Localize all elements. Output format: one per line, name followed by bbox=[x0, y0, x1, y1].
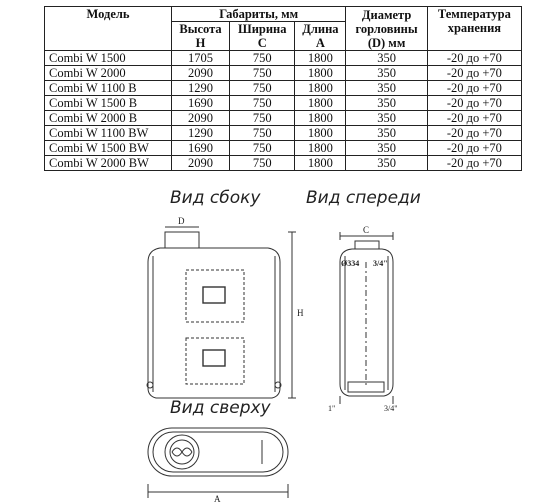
front-view-drawing bbox=[340, 232, 393, 404]
front-view-title: Вид спереди bbox=[306, 188, 421, 208]
cell-temperature: -20 до +70 bbox=[427, 126, 521, 141]
side-lower-window bbox=[203, 350, 225, 366]
cell-neck: 350 bbox=[346, 51, 427, 66]
top-a-label: A bbox=[214, 494, 221, 504]
cell-length: 1800 bbox=[295, 51, 346, 66]
header-neck-line-2: горловины bbox=[355, 21, 418, 36]
cell-neck: 350 bbox=[346, 96, 427, 111]
front-right-code-label: 3/4" bbox=[373, 259, 388, 268]
cell-width: 750 bbox=[230, 111, 295, 126]
side-d-label: D bbox=[178, 216, 185, 226]
side-h-label: H bbox=[297, 308, 304, 318]
header-height-label: Высота bbox=[179, 22, 222, 36]
front-neck-outline bbox=[355, 241, 379, 249]
front-c-label: C bbox=[363, 225, 370, 235]
cell-model: Combi W 1100 B bbox=[45, 81, 172, 96]
top-body-outline bbox=[148, 428, 288, 476]
cell-length: 1800 bbox=[295, 66, 346, 81]
cell-width: 750 bbox=[230, 141, 295, 156]
cell-temperature: -20 до +70 bbox=[427, 96, 521, 111]
cell-height: 1290 bbox=[172, 126, 230, 141]
header-width-label: Ширина bbox=[237, 22, 287, 36]
side-lower-panel bbox=[186, 338, 244, 384]
cell-neck: 350 bbox=[346, 111, 427, 126]
front-fitting-right-label: 3/4" bbox=[384, 404, 398, 413]
cell-neck: 350 bbox=[346, 126, 427, 141]
cell-length: 1800 bbox=[295, 126, 346, 141]
cell-neck: 350 bbox=[346, 66, 427, 81]
side-view-title: Вид сбоку bbox=[170, 188, 261, 208]
cell-temperature: -20 до +70 bbox=[427, 111, 521, 126]
cell-temperature: -20 до +70 bbox=[427, 51, 521, 66]
cell-neck: 350 bbox=[346, 141, 427, 156]
cell-neck: 350 bbox=[346, 156, 427, 171]
header-dimensions: Габариты, мм bbox=[172, 7, 346, 22]
header-length-symbol: A bbox=[315, 36, 325, 50]
cell-temperature: -20 до +70 bbox=[427, 81, 521, 96]
cell-width: 750 bbox=[230, 96, 295, 111]
header-width-symbol: C bbox=[257, 36, 267, 50]
cell-height: 2090 bbox=[172, 66, 230, 81]
side-neck-outline bbox=[165, 232, 199, 248]
cell-length: 1800 bbox=[295, 81, 346, 96]
cell-width: 750 bbox=[230, 51, 295, 66]
side-upper-window bbox=[203, 287, 225, 303]
cell-height: 1690 bbox=[172, 96, 230, 111]
cell-height: 2090 bbox=[172, 156, 230, 171]
cell-length: 1800 bbox=[295, 111, 346, 126]
cell-model: Combi W 1500 BW bbox=[45, 141, 172, 156]
header-neck-line-3: (D) мм bbox=[367, 35, 406, 50]
cell-height: 1290 bbox=[172, 81, 230, 96]
cell-temperature: -20 до +70 bbox=[427, 66, 521, 81]
front-fitting-left-label: 1" bbox=[328, 404, 336, 413]
top-view-drawing bbox=[148, 428, 288, 498]
cell-height: 1690 bbox=[172, 141, 230, 156]
top-view-title: Вид сверху bbox=[170, 398, 271, 418]
cell-model: Combi W 2000 bbox=[45, 66, 172, 81]
header-height-symbol: H bbox=[195, 36, 206, 50]
front-left-code-label: Ø334 bbox=[341, 259, 360, 268]
cell-model: Combi W 1500 bbox=[45, 51, 172, 66]
cell-model: Combi W 1100 BW bbox=[45, 126, 172, 141]
cell-temperature: -20 до +70 bbox=[427, 141, 521, 156]
header-temp-line-2: хранения bbox=[447, 21, 502, 35]
cell-length: 1800 bbox=[295, 96, 346, 111]
cell-temperature: -20 до +70 bbox=[427, 156, 521, 171]
cell-model: Combi W 2000 BW bbox=[45, 156, 172, 171]
cell-width: 750 bbox=[230, 66, 295, 81]
cell-height: 1705 bbox=[172, 51, 230, 66]
cell-model: Combi W 1500 B bbox=[45, 96, 172, 111]
header-neck-line-1: Диаметр bbox=[361, 7, 412, 22]
side-upper-panel bbox=[186, 270, 244, 322]
cell-width: 750 bbox=[230, 81, 295, 96]
header-model: Модель bbox=[45, 7, 172, 51]
cell-length: 1800 bbox=[295, 141, 346, 156]
cell-neck: 350 bbox=[346, 81, 427, 96]
cell-model: Combi W 2000 B bbox=[45, 111, 172, 126]
header-length-label: Длина bbox=[302, 22, 339, 36]
cell-length: 1800 bbox=[295, 156, 346, 171]
cell-width: 750 bbox=[230, 156, 295, 171]
cell-height: 2090 bbox=[172, 111, 230, 126]
header-temp-line-1: Температура bbox=[437, 7, 511, 21]
cell-width: 750 bbox=[230, 126, 295, 141]
side-view-drawing bbox=[147, 227, 296, 398]
